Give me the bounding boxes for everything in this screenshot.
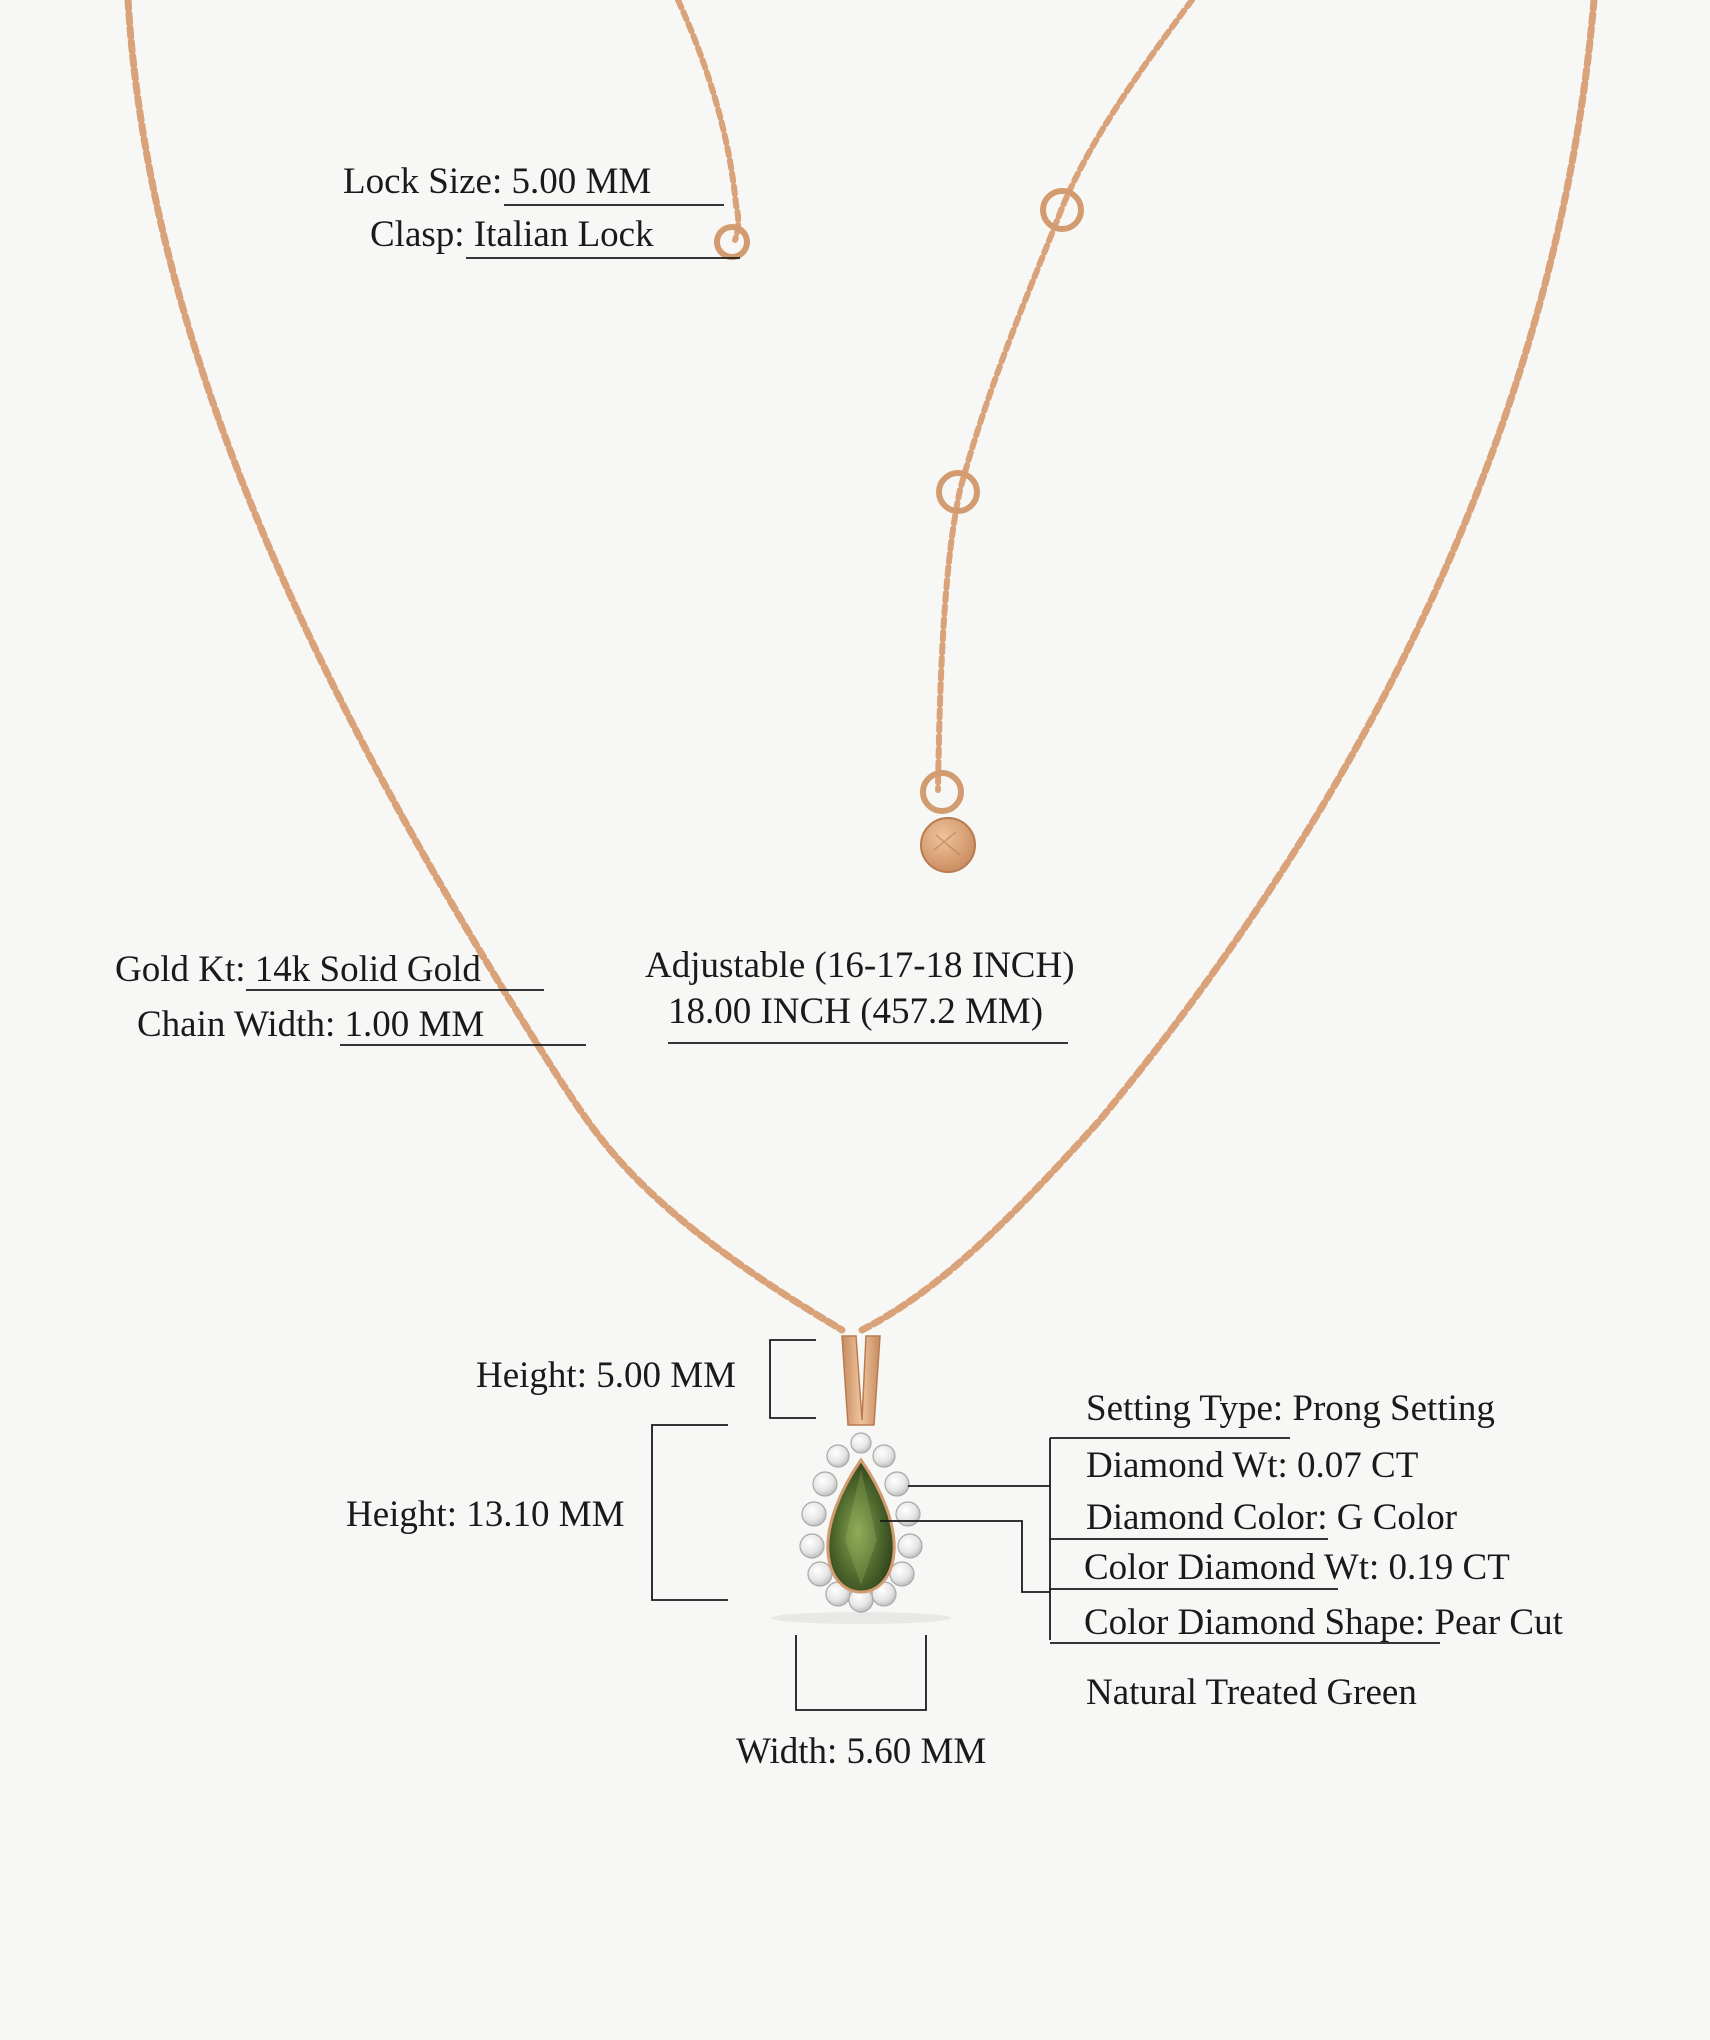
clasp-label: Clasp: Italian Lock [370, 214, 654, 255]
diamond-wt-key: Diamond Wt [1086, 1445, 1278, 1486]
chain-width-key: Chain Width [137, 1004, 325, 1045]
lock-size-label: Lock Size: 5.00 MM [343, 161, 652, 202]
clasp-key: Clasp [370, 214, 455, 255]
gold-kt-label: Gold Kt: 14k Solid Gold [115, 949, 481, 990]
setting-type-value: Prong Setting [1292, 1388, 1495, 1429]
setting-type-label: Setting Type: Prong Setting [1086, 1388, 1495, 1429]
chain-width-value: 1.00 MM [344, 1004, 485, 1045]
chain-clasp-strand [678, 0, 738, 240]
clasp-ring [717, 227, 747, 257]
gold-kt-value: 14k Solid Gold [254, 949, 481, 990]
color-diamond-shape-value: Pear Cut [1434, 1602, 1563, 1643]
gold-kt-key: Gold Kt [115, 949, 236, 990]
color-diamond-name-label: Natural Treated Green [1086, 1672, 1417, 1713]
diamond-color-key: Diamond Color [1086, 1497, 1318, 1538]
diamond-wt-value: 0.07 CT [1297, 1445, 1419, 1486]
bail [842, 1336, 880, 1425]
diamond-wt-label: Diamond Wt: 0.07 CT [1086, 1445, 1419, 1486]
rings [717, 191, 1081, 811]
diamond-color-label: Diamond Color: G Color [1086, 1497, 1458, 1538]
length-adjustable-label: Adjustable (16-17-18 INCH) [645, 945, 1075, 986]
pendant-height-label: Height: 13.10 MM [346, 1494, 625, 1535]
color-diamond-wt-key: Color Diamond Wt [1084, 1547, 1370, 1588]
setting-type-key: Setting Type [1086, 1388, 1273, 1429]
extender-strand [938, 0, 1192, 790]
clasp-value: Italian Lock [473, 214, 654, 255]
lock-size-value: 5.00 MM [511, 161, 652, 202]
lock-size-key: Lock Size [343, 161, 492, 202]
bail-height-label: Height: 5.00 MM [476, 1355, 737, 1396]
color-diamond-wt-label: Color Diamond Wt: 0.19 CT [1084, 1547, 1510, 1588]
extender-ring-3 [923, 773, 961, 811]
color-diamond-shape-label: Color Diamond Shape: Pear Cut [1084, 1602, 1563, 1643]
diamond-color-value: G Color [1336, 1497, 1458, 1538]
color-diamond-shape-key: Color Diamond Shape [1084, 1602, 1415, 1643]
length-label: 18.00 INCH (457.2 MM) [668, 991, 1044, 1032]
color-diamond-wt-value: 0.19 CT [1388, 1547, 1510, 1588]
chain-width-label: Chain Width: 1.00 MM [137, 1004, 485, 1045]
pendant-width-label: Width: 5.60 MM [736, 1731, 987, 1772]
chain-right-strand [862, 0, 1594, 1330]
